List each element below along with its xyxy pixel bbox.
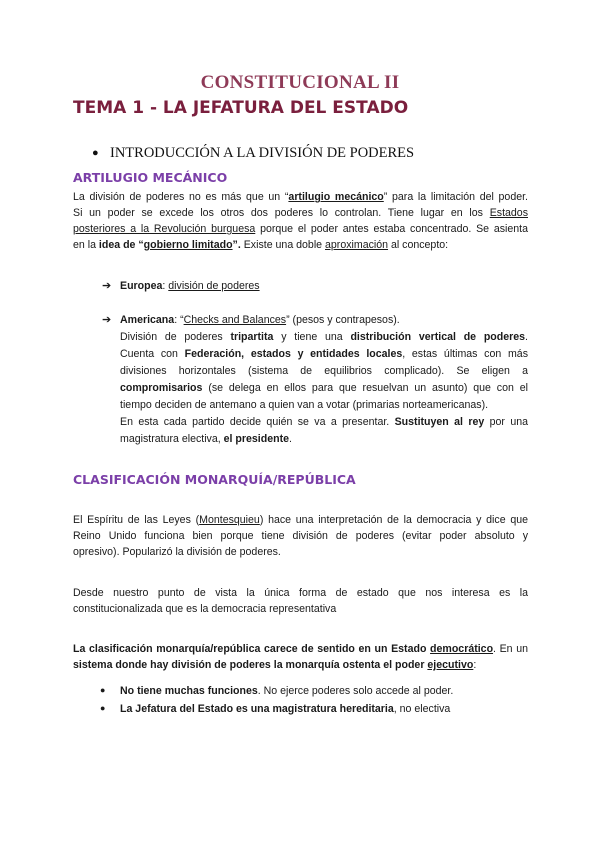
section-heading-clasificacion: CLASIFICACIÓN MONARQUÍA/REPÚBLICA (73, 472, 356, 487)
text-line: Si un poder se excede los otros dos poderes lo controlan. Tiene lugar en los Estados (73, 207, 528, 219)
paragraph-artilugio (73, 189, 528, 253)
text-line: Cuenta con Federación, estados y entidades locales, estas últimas con más (120, 348, 528, 360)
list-item: ● No tiene muchas funciones. No ejerce poderes solo accede al poder. (100, 682, 453, 699)
text-line: opresivo). Popularizó la división de poderes. (73, 546, 281, 558)
arrow-right-icon: ➔ (102, 314, 112, 326)
text-line: compromisarios (se delega en ellos para que resuelvan un asunto) que con el (120, 382, 528, 394)
arrow-item-americana: ➔ Americana: “Checks and Balances” (pesos y contrapesos). (102, 314, 400, 326)
bullet-icon: ● (100, 685, 106, 695)
paragraph-montesquieu (73, 512, 528, 560)
paragraph-democracia (73, 585, 528, 617)
americana-description (120, 329, 528, 448)
arrow-item-europea: ➔ Europea: división de poderes (102, 280, 260, 292)
text-line: constitucionalizada que es la democracia representativa (73, 603, 337, 615)
bullet-icon: ● (92, 147, 99, 159)
section-heading-artilugio: ARTILUGIO MECÁNICO (73, 170, 228, 185)
text-line: División de poderes tripartita y tiene una distribución vertical de poderes. (120, 331, 528, 343)
text-line: divisiones horizontales (sistema de equilibrios complicado). Se eligen a (120, 365, 528, 377)
text-line: Reino Unido funciona bien porque tiene división de poderes (evitar poder absoluto y (73, 530, 528, 542)
intro-bullet-item (92, 145, 414, 162)
text-line: tiempo deciden de antemano a quien van a votar (primarias norteamericanas). (120, 399, 489, 411)
text-line: Desde nuestro punto de vista la única forma de estado que nos interesa es la (73, 587, 528, 599)
bullet-icon: ● (100, 703, 106, 713)
list-item: ● La Jefatura del Estado es una magistratura hereditaria, no electiva (100, 700, 450, 717)
text-line: posteriores a la Revolución burguesa porque el poder antes estaba concentrado. Se asienta (73, 223, 528, 235)
text-line: En esta cada partido decide quién se va a presentar. Sustituyen al rey por una (120, 416, 529, 428)
arrow-right-icon: ➔ (102, 280, 112, 292)
document-title: CONSTITUCIONAL II (200, 72, 400, 93)
text-line: El Espíritu de las Leyes (Montesquieu) hace una interpretación de la democracia y dice que (73, 514, 528, 526)
text-line: magistratura electiva, el presidente. (120, 433, 292, 445)
text-line: sistema donde hay división de poderes la monarquía ostenta el poder ejecutivo: (73, 659, 477, 671)
tema-heading: TEMA 1 - LA JEFATURA DEL ESTADO (73, 98, 409, 118)
text-line: La clasificación monarquía/república carece de sentido en un Estado democrático. En un (73, 643, 528, 655)
text-line: en la idea de “gobierno limitado”. Existe una doble aproximación al concepto: (73, 239, 449, 251)
intro-heading: INTRODUCCIÓN A LA DIVISIÓN DE PODERES (110, 145, 415, 161)
paragraph-clasificacion (73, 641, 528, 673)
text-line: La división de poderes no es más que un “artilugio mecánico” para la limitación del poder. (73, 191, 528, 203)
term-artilugio: artilugio mecánico (288, 191, 384, 203)
